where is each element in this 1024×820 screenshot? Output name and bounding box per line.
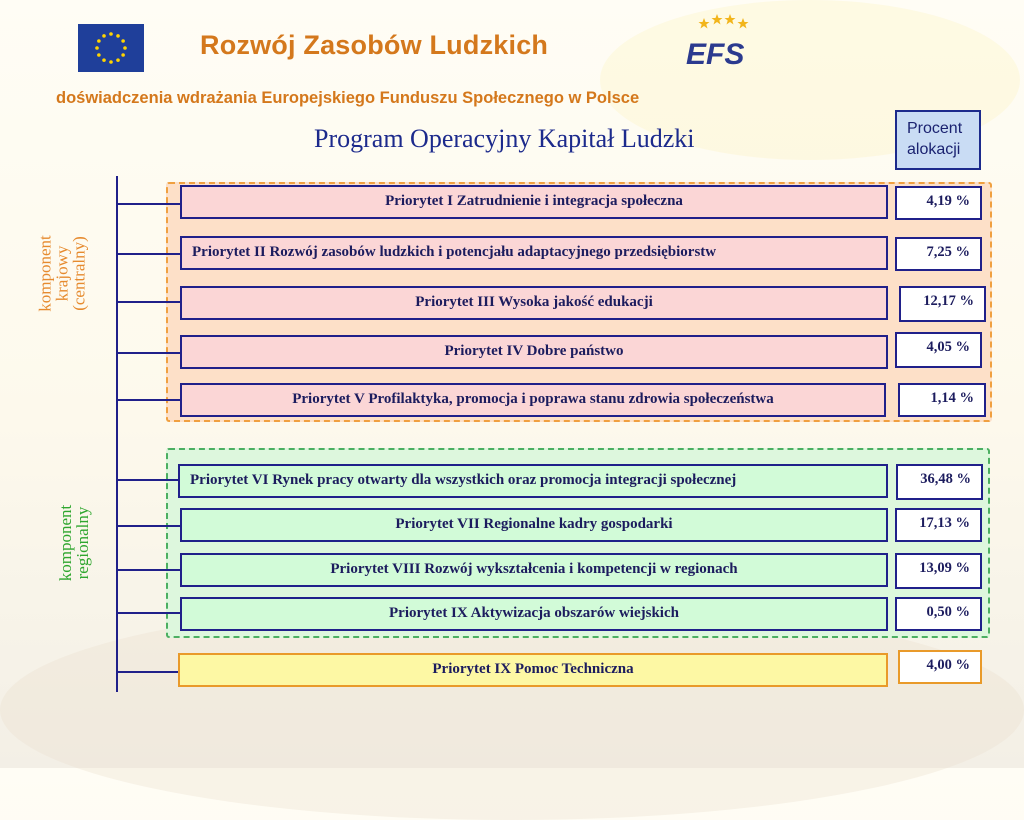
priority-box: Priorytet IX Aktywizacja obszarów wiejskich [180, 597, 888, 631]
page-subtitle: doświadczenia wdrażania Europejskiego Funduszu Społecznego w Polsce [56, 89, 640, 107]
priority-box: Priorytet I Zatrudnienie i integracja społeczna [180, 185, 888, 219]
allocation-percent: 4,00 % [898, 650, 982, 684]
national-label-line-2: krajowy [52, 245, 72, 302]
page-title: Rozwój Zasobów Ludzkich [200, 30, 549, 60]
priority-box: Priorytet VII Regionalne kadry gospodarki [180, 508, 888, 542]
allocation-percent: 12,17 % [899, 286, 986, 322]
allocation-percent: 4,05 % [895, 332, 982, 368]
allocation-percent: 7,25 % [895, 237, 982, 271]
priority-box: Priorytet II Rozwój zasobów ludzkich i potencjału adaptacyjnego przedsiębiorstw [180, 236, 888, 270]
priority-box: Priorytet IV Dobre państwo [180, 335, 888, 369]
percent-header-line-1: Procent [907, 120, 963, 137]
national-component-label [37, 214, 88, 334]
allocation-percent: 4,19 % [895, 186, 982, 220]
priority-box: Priorytet IX Pomoc Techniczna [178, 653, 888, 687]
regional-label-line-1: komponent [56, 504, 75, 582]
percent-header-line-2: alokacji [907, 141, 961, 158]
program-title: Program Operacyjny Kapitał Ludzki [314, 124, 695, 153]
efs-logo-text: EFS [686, 38, 745, 70]
priority-box: Priorytet VIII Rozwój wykształcenia i kompetencji w regionach [180, 553, 888, 587]
allocation-percent: 13,09 % [895, 553, 982, 589]
national-label-line-1: komponent [35, 235, 55, 312]
allocation-percent: 17,13 % [895, 508, 982, 542]
national-label-line-3: (centralny) [69, 236, 89, 311]
priority-box: Priorytet V Profilaktyka, promocja i poprawa stanu zdrowia społeczeństwa [180, 383, 886, 417]
allocation-percent: 1,14 % [898, 383, 986, 417]
regional-component-label [57, 483, 91, 603]
regional-label-line-2: regionalny [73, 506, 92, 580]
allocation-percent: 0,50 % [895, 597, 982, 631]
priority-box: Priorytet III Wysoka jakość edukacji [180, 286, 888, 320]
priority-box: Priorytet VI Rynek pracy otwarty dla wszystkich oraz promocja integracji społecznej [178, 464, 888, 498]
allocation-percent: 36,48 % [896, 464, 983, 500]
